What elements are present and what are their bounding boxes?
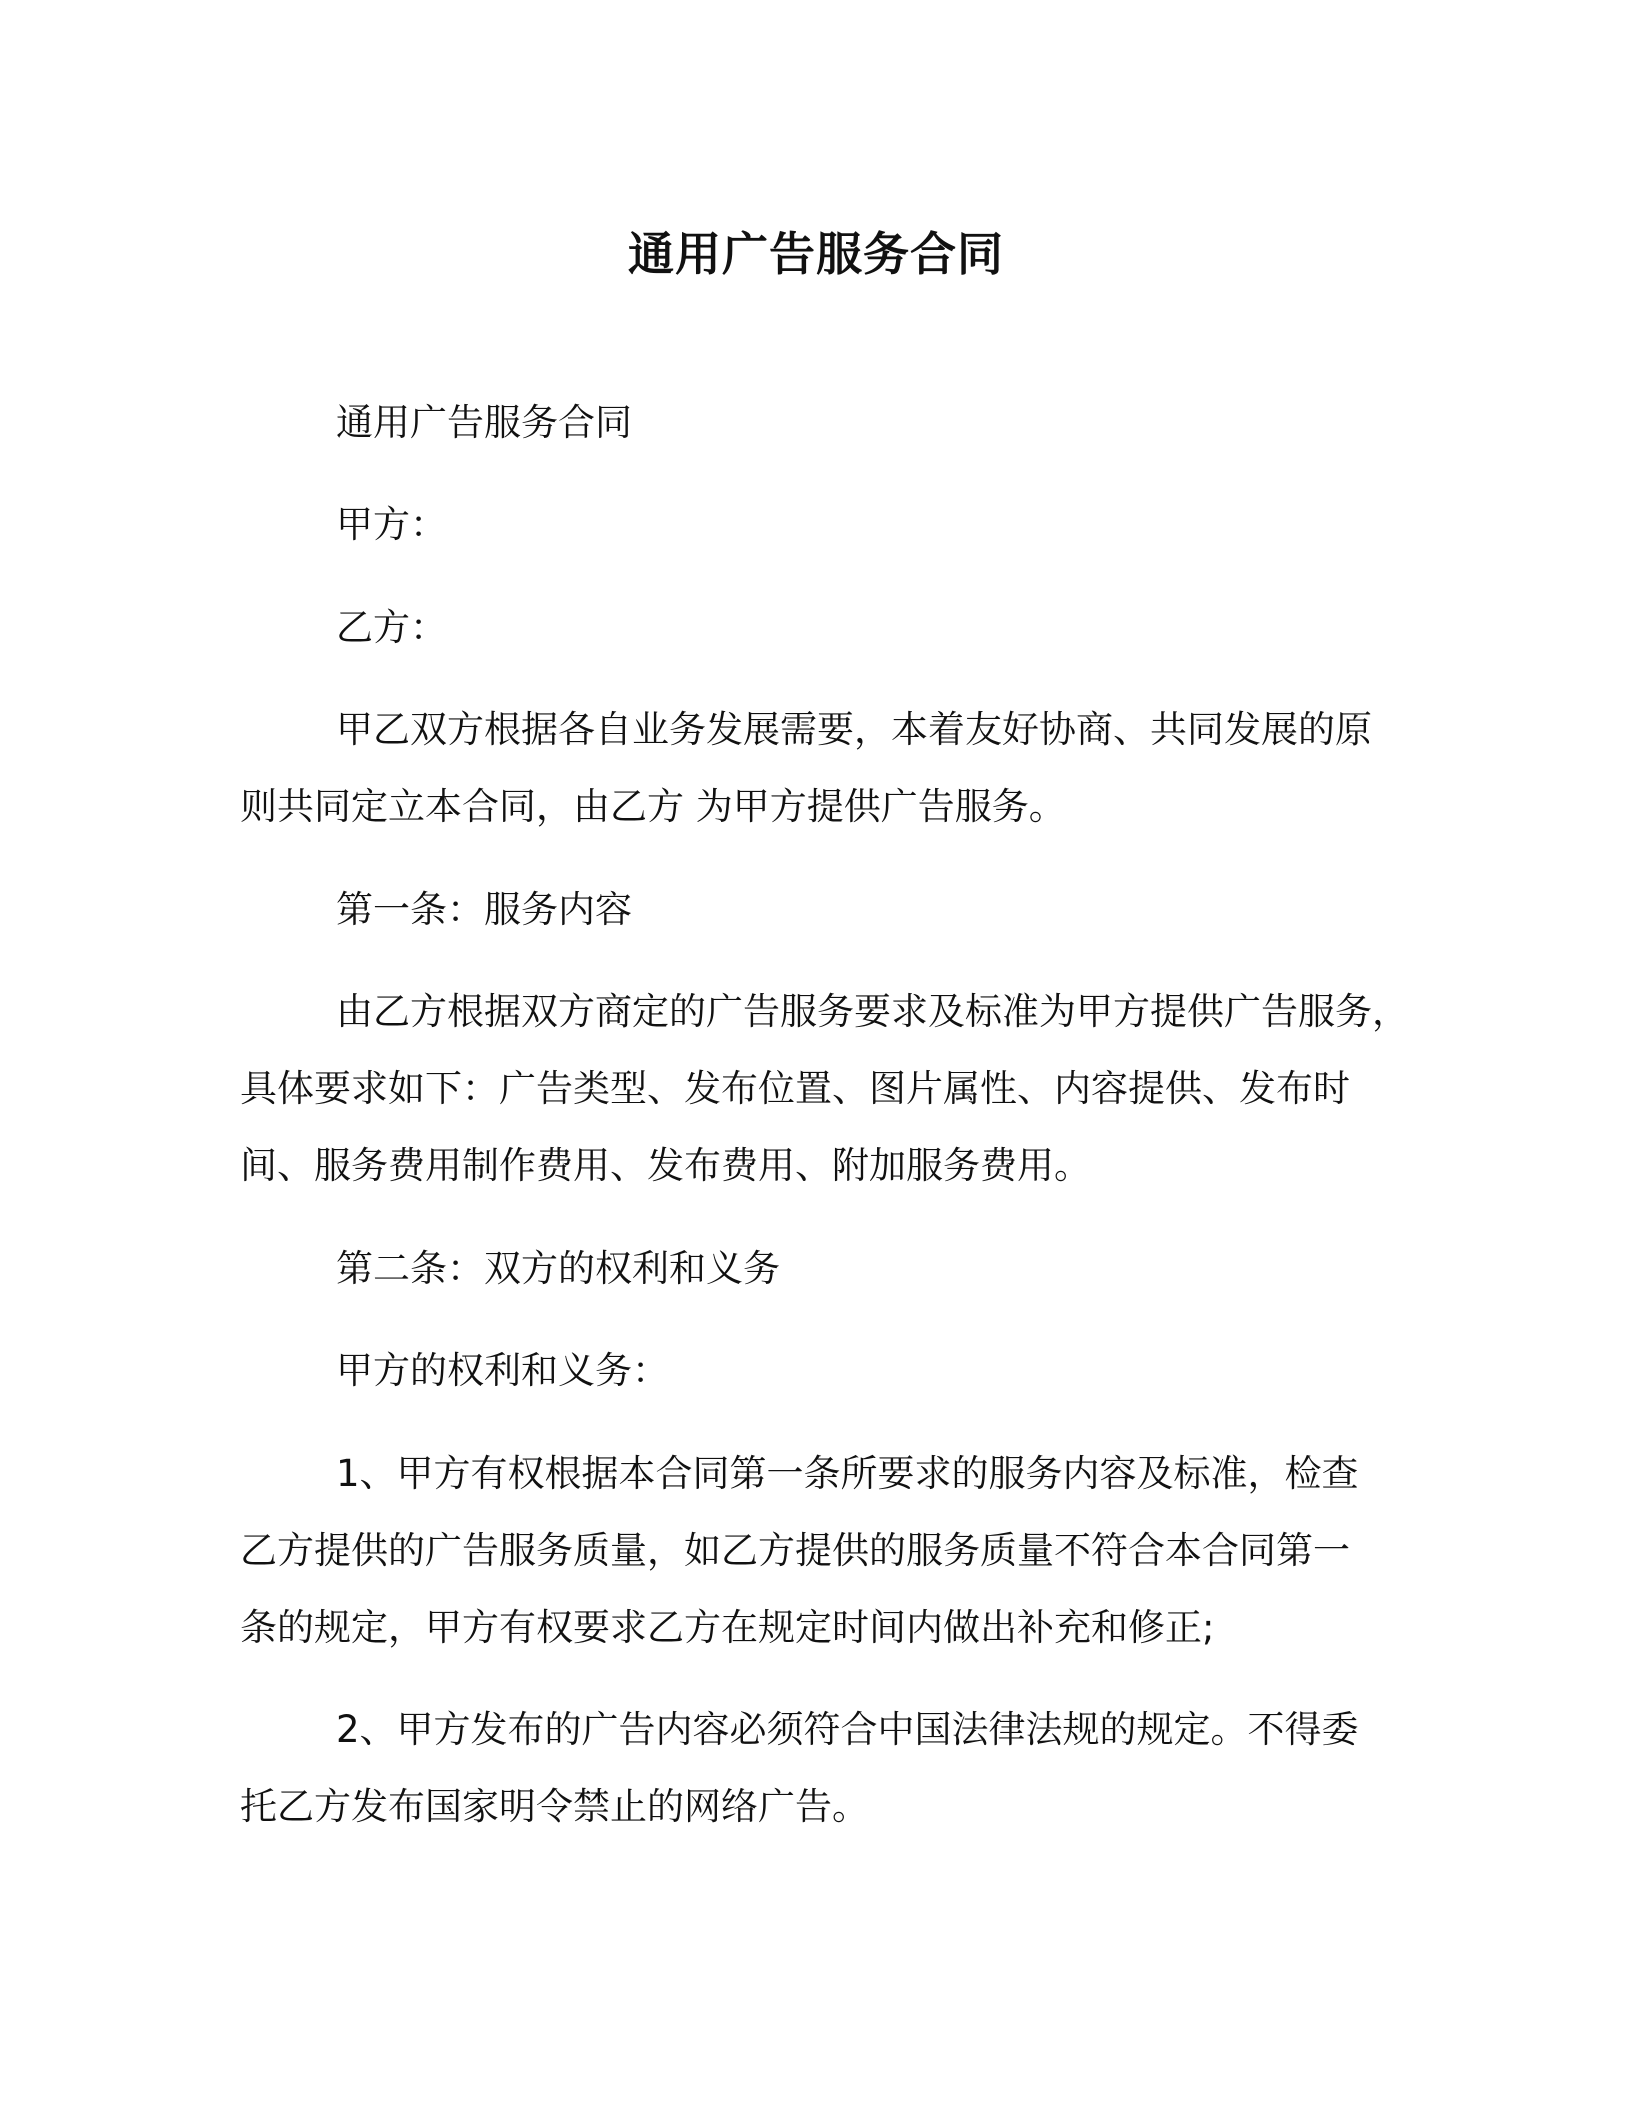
subtitle-line: 通用广告服务合同 [336,401,632,444]
section-heading: 甲方的权利和义务： [336,1349,669,1392]
paragraph-line: 间、服务费用制作费用、发布费用、附加服务费用。 [240,1144,1091,1187]
party-a-line: 甲方： [336,503,447,546]
paragraph-line: 甲乙双方根据各自业务发展需要，本着友好协商、共同发展的原 [336,708,1372,751]
paragraph-line: 则共同定立本合同，由乙方 为甲方提供广告服务。 [240,785,1066,828]
party-b-line: 乙方： [336,606,447,649]
article-heading: 第二条：双方的权利和义务 [336,1247,780,1290]
paragraph-line: 托乙方发布国家明令禁止的网络广告。 [240,1785,869,1828]
document-title: 通用广告服务合同 [628,227,1004,281]
paragraph-line: 2、甲方发布的广告内容必须符合中国法律法规的规定。不得委 [336,1708,1359,1751]
paragraph-line: 具体要求如下：广告类型、发布位置、图片属性、内容提供、发布时 [240,1067,1350,1110]
paragraph-line: 1、甲方有权根据本合同第一条所要求的服务内容及标准，检查 [336,1452,1359,1495]
paragraph-line: 乙方提供的广告服务质量，如乙方提供的服务质量不符合本合同第一 [240,1529,1350,1572]
paragraph-line: 条的规定，甲方有权要求乙方在规定时间内做出补充和修正; [240,1606,1215,1649]
paragraph-line: 由乙方根据双方商定的广告服务要求及标准为甲方提供广告服务， [336,990,1409,1033]
article-heading: 第一条：服务内容 [336,888,632,931]
